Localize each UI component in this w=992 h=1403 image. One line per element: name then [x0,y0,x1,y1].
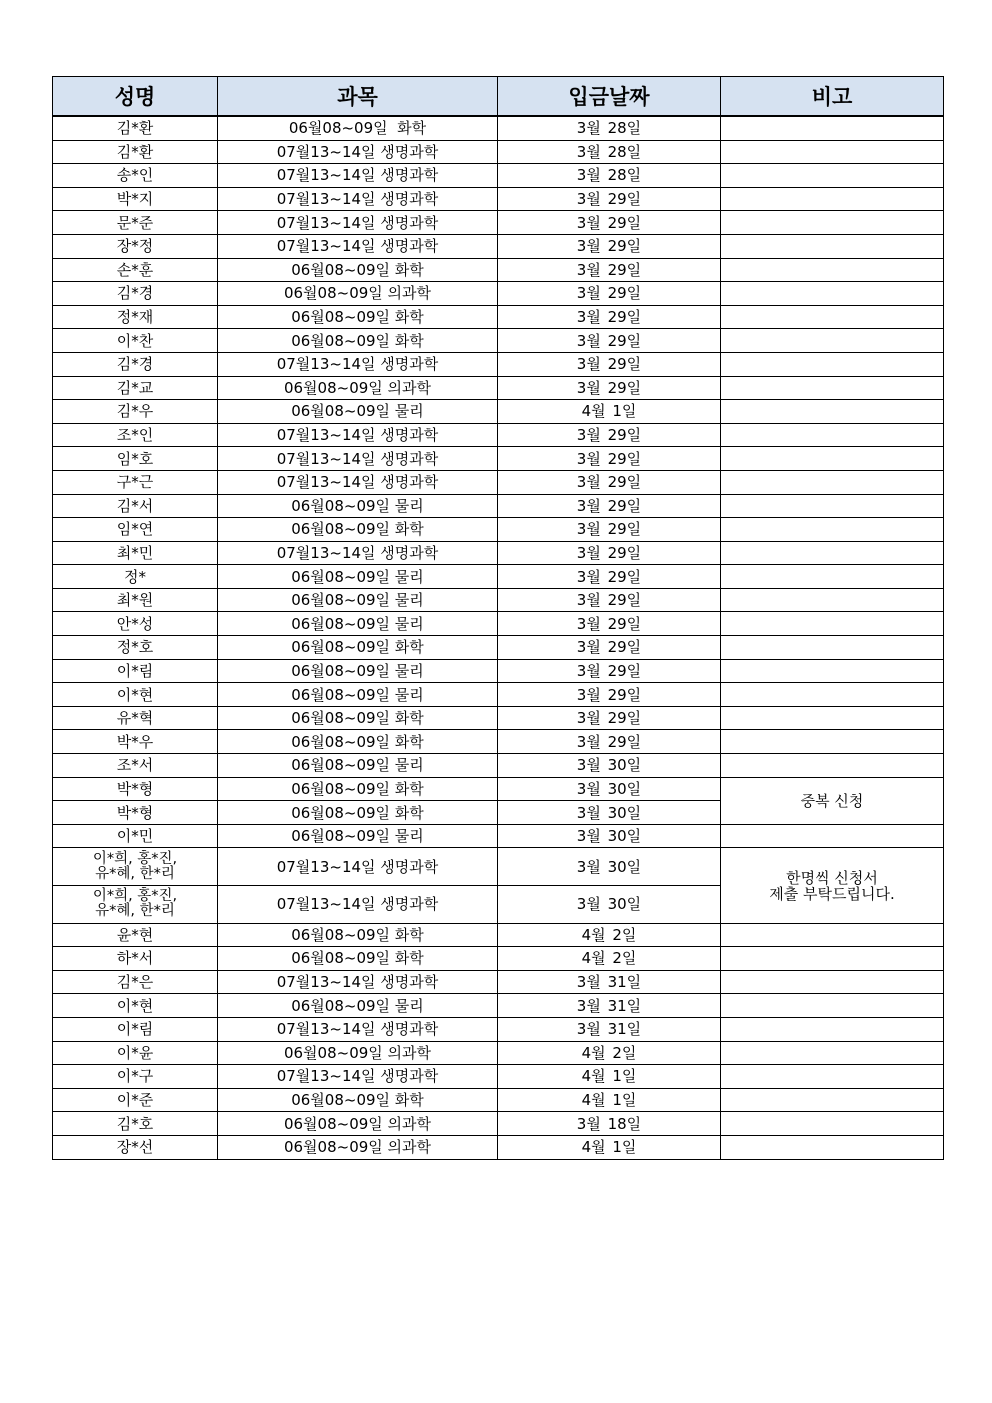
table-row [53,923,944,947]
date-cell: 3월 30일 [498,886,721,924]
date-cell: 4월 1일 [498,1065,721,1089]
name-cell: 박*형 [53,801,218,825]
note-duplicate: 중복 신청 [721,777,944,824]
note-cell [721,211,944,235]
header-name: 성명 [53,77,218,117]
note-cell [721,329,944,353]
note-cell [721,1112,944,1136]
name-cell: 박*형 [53,777,218,801]
subject-cell: 06월08~09일 화학 [218,801,498,825]
subject-cell: 06월08~09일 물리 [218,683,498,707]
name-cell: 이*림 [53,659,218,683]
date-cell: 3월 29일 [498,258,721,282]
payment-roster-table [52,76,944,1160]
name-cell: 박*지 [53,187,218,211]
date-cell: 3월 29일 [498,376,721,400]
table-row [53,1112,944,1136]
subject-cell: 06월08~09일 화학 [218,947,498,971]
name-cell: 이*구 [53,1065,218,1089]
note-cell [721,923,944,947]
note-cell [721,636,944,660]
name-cell: 장*정 [53,234,218,258]
date-cell: 3월 29일 [498,494,721,518]
table-row [53,730,944,754]
date-cell: 3월 30일 [498,777,721,801]
subject-cell: 06월08~09일 물리 [218,659,498,683]
name-cell: 김*서 [53,494,218,518]
note-cell [721,494,944,518]
name-cell-group [53,886,218,924]
name-cell: 손*훈 [53,258,218,282]
date-cell: 3월 29일 [498,706,721,730]
note-cell [721,970,944,994]
name-cell: 김*은 [53,970,218,994]
table-row [53,116,944,140]
date-cell: 3월 29일 [498,683,721,707]
name-cell: 김*환 [53,116,218,140]
table-row [53,164,944,188]
table-row [53,848,944,886]
subject-cell: 06월08~09일 화학 [218,636,498,660]
note-cell [721,994,944,1018]
note-cell [721,1065,944,1089]
date-cell: 3월 29일 [498,636,721,660]
date-cell: 3월 29일 [498,423,721,447]
note-cell [721,1017,944,1041]
note-cell [721,305,944,329]
name-cell: 조*서 [53,754,218,778]
table-row [53,777,944,801]
table-row [53,947,944,971]
subject-cell: 06월08~09일 화학 [218,116,498,140]
table-row [53,211,944,235]
subject-cell: 06월08~09일 물리 [218,994,498,1018]
note-cell [721,683,944,707]
subject-cell: 07월13~14일 생명과학 [218,187,498,211]
date-cell: 3월 29일 [498,541,721,565]
name-cell: 김*경 [53,282,218,306]
subject-cell: 07월13~14일 생명과학 [218,352,498,376]
name-cell-group [53,848,218,886]
table-row [53,1017,944,1041]
name-cell: 임*연 [53,518,218,542]
subject-cell: 06월08~09일 물리 [218,754,498,778]
table-row [53,140,944,164]
date-cell: 3월 29일 [498,234,721,258]
name-cell: 김*환 [53,140,218,164]
note-line: 제출 부탁드립니다. [769,884,895,903]
date-cell: 4월 2일 [498,1041,721,1065]
subject-cell: 07월13~14일 생명과학 [218,1065,498,1089]
name-cell: 김*경 [53,352,218,376]
date-cell: 3월 29일 [498,187,721,211]
subject-cell: 06월08~09일 화학 [218,923,498,947]
table-row [53,683,944,707]
table-row [53,352,944,376]
subject-cell: 06월08~09일 물리 [218,565,498,589]
note-cell [721,565,944,589]
subject-cell: 06월08~09일 의과학 [218,1041,498,1065]
subject-cell: 07월13~14일 생명과학 [218,140,498,164]
name-cell: 정* [53,565,218,589]
name-cell: 이*현 [53,994,218,1018]
name-line: 이*희, 홍*진, [92,850,178,867]
table-row [53,282,944,306]
table-row [53,187,944,211]
date-cell: 3월 29일 [498,447,721,471]
subject-cell: 07월13~14일 생명과학 [218,447,498,471]
name-cell: 문*준 [53,211,218,235]
table-body [53,116,944,1159]
date-cell: 3월 29일 [498,352,721,376]
note-individual [721,848,944,923]
note-cell [721,234,944,258]
note-cell [721,659,944,683]
note-cell [721,824,944,848]
subject-cell: 06월08~09일 화학 [218,329,498,353]
note-cell [721,1135,944,1159]
subject-cell: 06월08~09일 의과학 [218,282,498,306]
name-line: 유*혜, 한*리 [95,865,175,882]
subject-cell: 06월08~09일 의과학 [218,1135,498,1159]
subject-cell: 06월08~09일 화학 [218,258,498,282]
date-cell: 3월 31일 [498,970,721,994]
table-row [53,1041,944,1065]
note-cell [721,282,944,306]
date-cell: 3월 29일 [498,305,721,329]
name-cell: 장*선 [53,1135,218,1159]
note-cell [721,258,944,282]
header-subject: 과목 [218,77,498,117]
subject-cell: 07월13~14일 생명과학 [218,211,498,235]
subject-cell: 06월08~09일 물리 [218,824,498,848]
name-cell: 이*현 [53,683,218,707]
subject-cell: 06월08~09일 화학 [218,730,498,754]
subject-cell: 06월08~09일 화학 [218,518,498,542]
date-cell: 4월 1일 [498,400,721,424]
date-cell: 3월 29일 [498,588,721,612]
name-cell: 최*민 [53,541,218,565]
note-cell [721,400,944,424]
subject-cell: 07월13~14일 생명과학 [218,886,498,924]
date-cell: 4월 2일 [498,923,721,947]
date-cell: 3월 31일 [498,994,721,1018]
subject-cell: 07월13~14일 생명과학 [218,848,498,886]
date-cell: 3월 29일 [498,329,721,353]
name-line: 유*혜, 한*리 [95,903,175,920]
note-cell [721,187,944,211]
name-cell: 정*재 [53,305,218,329]
date-cell: 3월 29일 [498,470,721,494]
table-row [53,970,944,994]
name-cell: 이*윤 [53,1041,218,1065]
subject-cell: 07월13~14일 생명과학 [218,423,498,447]
date-cell: 4월 2일 [498,947,721,971]
table-row [53,1065,944,1089]
note-cell [721,470,944,494]
name-cell: 임*호 [53,447,218,471]
subject-cell: 07월13~14일 생명과학 [218,1017,498,1041]
note-cell [721,730,944,754]
subject-cell: 06월08~09일 화학 [218,706,498,730]
table-row [53,612,944,636]
note-cell [721,1041,944,1065]
name-cell: 이*찬 [53,329,218,353]
date-cell: 3월 29일 [498,282,721,306]
subject-cell: 06월08~09일 물리 [218,400,498,424]
name-cell: 이*림 [53,1017,218,1041]
date-cell: 3월 31일 [498,1017,721,1041]
name-cell: 김*호 [53,1112,218,1136]
date-cell: 3월 30일 [498,801,721,825]
table-row [53,447,944,471]
date-cell: 3월 29일 [498,518,721,542]
date-cell: 3월 29일 [498,612,721,636]
table-row [53,305,944,329]
date-cell: 3월 28일 [498,164,721,188]
note-line: 한명씩 신청서 [786,868,878,887]
table-row [53,1088,944,1112]
date-cell: 4월 1일 [498,1135,721,1159]
name-cell: 구*근 [53,470,218,494]
date-cell: 3월 29일 [498,211,721,235]
table-row [53,706,944,730]
subject-cell: 06월08~09일 화학 [218,1088,498,1112]
name-cell: 안*성 [53,612,218,636]
note-cell [721,706,944,730]
date-cell: 3월 28일 [498,116,721,140]
table-row [53,494,944,518]
table-row [53,1135,944,1159]
note-cell [721,588,944,612]
subject-cell: 06월08~09일 물리 [218,588,498,612]
date-cell: 3월 28일 [498,140,721,164]
date-cell: 3월 29일 [498,565,721,589]
table-row [53,376,944,400]
date-cell: 3월 29일 [498,659,721,683]
table-header [53,77,944,117]
table-row [53,258,944,282]
table-row [53,518,944,542]
name-cell: 김*교 [53,376,218,400]
subject-cell: 06월08~09일 물리 [218,494,498,518]
subject-cell: 07월13~14일 생명과학 [218,970,498,994]
note-cell [721,754,944,778]
name-cell: 이*준 [53,1088,218,1112]
note-cell [721,1088,944,1112]
note-cell [721,518,944,542]
table-row [53,565,944,589]
table-row [53,659,944,683]
name-cell: 조*인 [53,423,218,447]
table-row [53,423,944,447]
table-row [53,636,944,660]
table-row [53,541,944,565]
header-date: 입금날짜 [498,77,721,117]
subject-cell: 07월13~14일 생명과학 [218,470,498,494]
table-row [53,400,944,424]
subject-cell: 06월08~09일 물리 [218,612,498,636]
table-row [53,234,944,258]
date-cell: 3월 30일 [498,848,721,886]
subject-cell: 07월13~14일 생명과학 [218,541,498,565]
note-cell [721,612,944,636]
table-row [53,588,944,612]
subject-cell: 06월08~09일 화학 [218,777,498,801]
note-cell [721,352,944,376]
subject-cell: 06월08~09일 의과학 [218,376,498,400]
table-row [53,994,944,1018]
name-cell: 박*우 [53,730,218,754]
name-cell: 김*우 [53,400,218,424]
note-cell [721,164,944,188]
date-cell: 3월 30일 [498,754,721,778]
note-cell [721,947,944,971]
subject-cell: 06월08~09일 화학 [218,305,498,329]
note-cell [721,423,944,447]
table-row [53,470,944,494]
name-cell: 최*원 [53,588,218,612]
note-cell [721,376,944,400]
header-row [53,77,944,117]
table-row [53,824,944,848]
name-cell: 송*인 [53,164,218,188]
date-cell: 4월 1일 [498,1088,721,1112]
subject-cell: 07월13~14일 생명과학 [218,234,498,258]
note-cell [721,447,944,471]
header-note: 비고 [721,77,944,117]
name-line: 이*희, 홍*진, [92,888,178,905]
name-cell: 정*호 [53,636,218,660]
name-cell: 유*혁 [53,706,218,730]
date-cell: 3월 30일 [498,824,721,848]
note-cell [721,116,944,140]
subject-cell: 06월08~09일 의과학 [218,1112,498,1136]
name-cell: 윤*현 [53,923,218,947]
subject-cell: 07월13~14일 생명과학 [218,164,498,188]
name-cell: 하*서 [53,947,218,971]
date-cell: 3월 29일 [498,730,721,754]
table-row [53,329,944,353]
note-cell [721,541,944,565]
date-cell: 3월 18일 [498,1112,721,1136]
name-cell: 이*민 [53,824,218,848]
table-row [53,754,944,778]
note-cell [721,140,944,164]
